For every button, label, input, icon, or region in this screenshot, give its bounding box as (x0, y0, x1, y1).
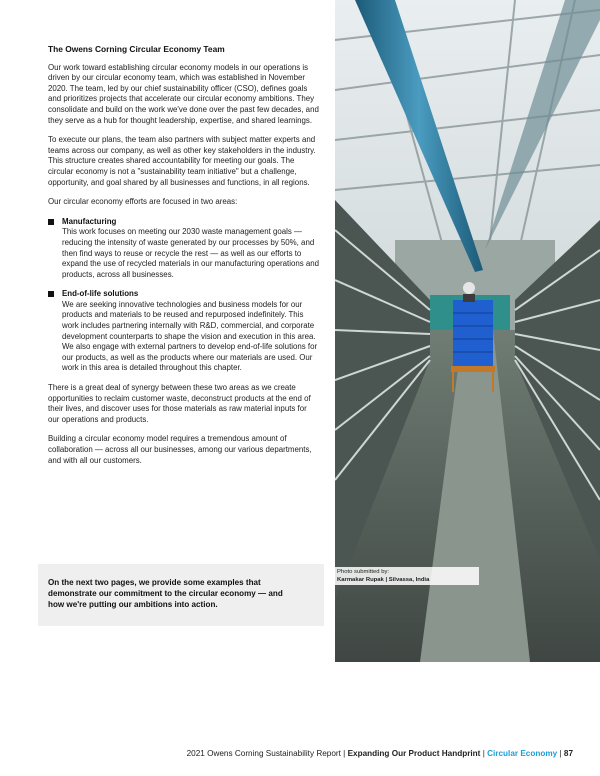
footer-separator-2: | (559, 749, 562, 758)
main-text-column (48, 44, 320, 475)
bullet-text: We are seeking innovative technologies and business models for our products and materials to be reused and repurposed indefinitely. This work includes partnering internally with R&D, commercial, and corporate development counterparts to shape the vision and execution in this area. We also engage with external partners to develop end-of-life solutions for our products, as well as the products where our materials are used. Our work in this area is detailed throughout this chapter. (62, 299, 318, 373)
section-heading: The Owens Corning Circular Economy Team (48, 44, 225, 54)
page-footer (187, 749, 573, 758)
callout-text: On the next two pages, we provide some examples that demonstrate our commitment to the circular economy — and how we're putting our ambitions into action. (48, 578, 283, 609)
footer-chapter-link[interactable]: Circular Economy (487, 749, 558, 758)
factory-photo-illustration (335, 0, 600, 662)
paragraph-collaboration: Building a circular economy model requires a tremendous amount of collaboration — across all our businesses, among our various departments, and with all our customers. (48, 434, 312, 465)
bullet-text: This work focuses on meeting our 2030 waste management goals — reducing the intensity of waste generated by our processes by 50%, and then find ways to reuse or recycle the rest — as well as our efforts to expand the use of recycled materials in our manufacturing operations and products, across all businesses. (62, 227, 320, 279)
paragraph-partners: To execute our plans, the team also partners with subject matter experts and teams across our company, as well as other key stakeholders in the industry. This structure creates shared accountability for meeting our goals. The circular economy is not a "sustainability team initiative" but a challenge, opportunity, and goal shared by all businesses and functions, in all regions. (48, 135, 316, 187)
bullet-end-of-life (48, 289, 320, 374)
paragraph-focus-areas: Our circular economy efforts are focused in two areas: (48, 197, 238, 207)
square-bullet-icon (48, 291, 54, 297)
paragraph-synergy: There is a great deal of synergy between these two areas as we create opportunities to reclaim customer waste, deconstruct products at the end of their lives, and discover uses for those materials as raw material inputs for our operations and products. (48, 383, 311, 424)
photo-credit (335, 567, 479, 585)
bullet-title: End-of-life solutions (62, 289, 139, 299)
footer-separator: | (482, 749, 485, 758)
page-number: 87 (563, 749, 573, 758)
footer-section-link[interactable]: Expanding Our Product Handprint (347, 749, 481, 758)
bullet-title: Manufacturing (62, 216, 117, 226)
paragraph-team: Our work toward establishing circular economy models in our operations is driven by our circular economy team, which was established in November 2020. The team, led by our chief sustainability officer (CSO), defines goals and prioritizes projects that accelerate our circular economy ambitions. They consolidate and build on the work we've done over the past few decades, and they serve as a hub for thought leadership, expertise, and shared learnings. (48, 62, 319, 125)
callout-box (38, 564, 324, 626)
photo-credit-label: Photo submitted by: (337, 569, 390, 575)
bullet-manufacturing (48, 217, 320, 281)
footer-report: 2021 Owens Corning Sustainability Report | (186, 749, 346, 758)
square-bullet-icon (48, 219, 54, 225)
photo-credit-name: Karmakar Rupak | Silvassa, India (337, 577, 430, 583)
factory-photo (335, 0, 600, 662)
